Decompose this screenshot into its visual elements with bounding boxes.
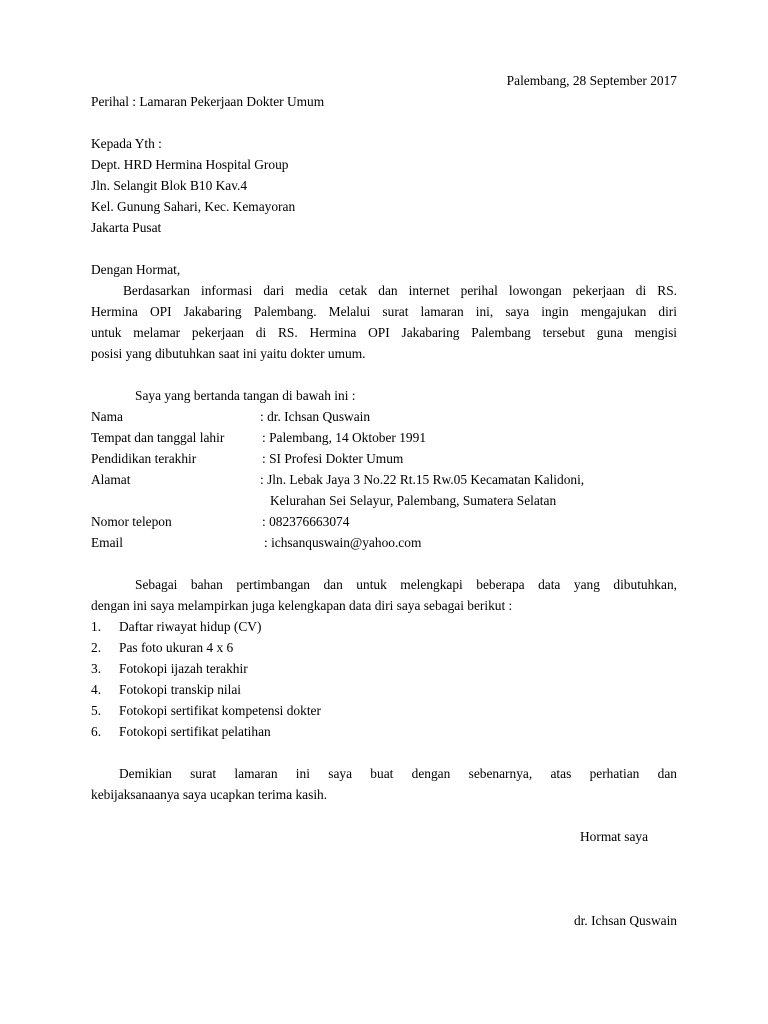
paragraph1-line: untuk melamar pekerjaan di RS. Hermina OPI Jakabaring Palembang tersebut guna mengisi [91,325,677,340]
list-item: Daftar riwayat hidup (CV) [119,619,262,634]
list-item: Fotokopi sertifikat kompetensi dokter [119,703,321,718]
recipient-line: Jakarta Pusat [91,220,162,235]
salutation: Dengan Hormat, [91,262,181,277]
name-value: : dr. Ichsan Quswain [260,409,371,424]
name-label: Nama [91,409,123,424]
list-item: Fotokopi sertifikat pelatihan [119,724,271,739]
identity-intro: Saya yang bertanda tangan di bawah ini : [135,388,356,403]
list-number: 5. [91,703,102,718]
recipient-line: Jln. Selangit Blok B10 Kav.4 [91,178,248,193]
address-value-line2: Kelurahan Sei Selayur, Palembang, Sumatera Selatan [270,493,557,508]
email-label: Email [91,535,123,550]
recipient-line: Dept. HRD Hermina Hospital Group [91,157,289,172]
list-number: 6. [91,724,102,739]
sign-off: Hormat saya [580,829,649,844]
list-item: Fotokopi transkip nilai [119,682,241,697]
subject-line: Perihal : Lamaran Pekerjaan Dokter Umum [91,94,325,109]
paragraph1-line: Berdasarkan informasi dari media cetak dan internet perihal lowongan pekerjaan di RS. [123,283,677,298]
closing-line: kebijaksanaanya saya ucapkan terima kasih. [91,787,328,802]
paragraph2-line: Sebagai bahan pertimbangan dan untuk melengkapi beberapa data yang dibutuhkan, [135,577,677,592]
closing-line: Demikian surat lamaran ini saya buat dengan sebenarnya, atas perhatian dan [119,766,677,781]
address-value-line1: : Jln. Lebak Jaya 3 No.22 Rt.15 Rw.05 Kecamatan Kalidoni, [260,472,585,487]
list-item: Pas foto ukuran 4 x 6 [119,640,234,655]
list-number: 4. [91,682,102,697]
phone-label: Nomor telepon [91,514,172,529]
paragraph1-line: Hermina OPI Jakabaring Palembang. Melalui surat lamaran ini, saya ingin mengajukan diri [91,304,677,319]
paragraph2-line: dengan ini saya melampirkan juga kelengkapan data diri saya sebagai berikut : [91,598,513,613]
list-number: 3. [91,661,102,676]
recipient-line: Kel. Gunung Sahari, Kec. Kemayoran [91,199,296,214]
birth-value: : Palembang, 14 Oktober 1991 [262,430,427,445]
list-number: 2. [91,640,102,655]
signatory-name: dr. Ichsan Quswain [573,913,677,928]
email-value: : ichsanquswain@yahoo.com [264,535,422,550]
education-label: Pendidikan terakhir [91,451,197,466]
phone-value: : 082376663074 [262,514,350,529]
education-value: : SI Profesi Dokter Umum [262,451,404,466]
address-label: Alamat [91,472,131,487]
list-number: 1. [91,619,102,634]
place-date: Palembang, 28 September 2017 [506,73,677,88]
list-item: Fotokopi ijazah terakhir [119,661,248,676]
birth-label: Tempat dan tanggal lahir [91,430,225,445]
recipient-greeting: Kepada Yth : [91,136,162,151]
paragraph1-line: posisi yang dibutuhkan saat ini yaitu dokter umum. [91,346,366,361]
